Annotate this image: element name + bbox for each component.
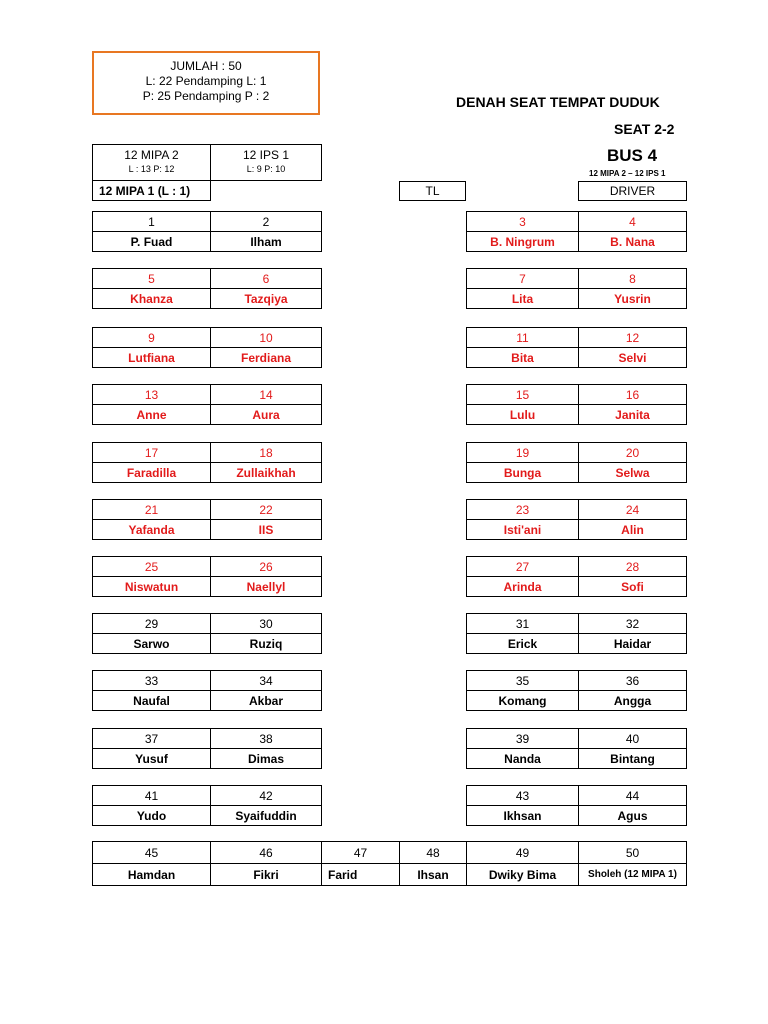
seat-number: 34	[210, 670, 322, 691]
seat-number: 38	[210, 728, 322, 749]
seat-name: Dimas	[210, 748, 322, 769]
seat-number: 3	[466, 211, 579, 232]
seat-number: 4	[578, 211, 687, 232]
back-seat-name: Dwiky Bima	[466, 863, 579, 886]
seat-number: 44	[578, 785, 687, 806]
seat-name: Lita	[466, 288, 579, 309]
back-seat-number: 47	[321, 841, 400, 864]
seat-name: Niswatun	[92, 576, 211, 597]
seat-number: 2	[210, 211, 322, 232]
bus-title: BUS 4	[607, 146, 658, 165]
back-seat-name: Farid	[321, 863, 400, 886]
seat-name: Nanda	[466, 748, 579, 769]
driver-seat: DRIVER	[578, 181, 687, 201]
seat-number: 11	[466, 327, 579, 348]
seat-number: 18	[210, 442, 322, 463]
seat-name: Zullaikhah	[210, 462, 322, 483]
seat-number: 42	[210, 785, 322, 806]
seat-number: 13	[92, 384, 211, 405]
seat-number: 29	[92, 613, 211, 634]
seat-number: 28	[578, 556, 687, 577]
class-box-mipa1: 12 MIPA 1 (L : 1)	[92, 180, 211, 201]
summary-box	[92, 51, 320, 115]
seat-name: Selwa	[578, 462, 687, 483]
seat-number: 9	[92, 327, 211, 348]
seat-number: 21	[92, 499, 211, 520]
back-seat-number: 45	[92, 841, 211, 864]
seat-number: 22	[210, 499, 322, 520]
back-seat-number: 49	[466, 841, 579, 864]
seat-name: Tazqiya	[210, 288, 322, 309]
seat-name: Komang	[466, 690, 579, 711]
seat-name: Akbar	[210, 690, 322, 711]
back-seat-number: 48	[399, 841, 467, 864]
seat-number: 8	[578, 268, 687, 289]
seat-number: 43	[466, 785, 579, 806]
seat-number: 12	[578, 327, 687, 348]
seat-name: Bunga	[466, 462, 579, 483]
seat-number: 15	[466, 384, 579, 405]
seat-number: 31	[466, 613, 579, 634]
back-seat-number: 46	[210, 841, 322, 864]
class-box-mipa2	[92, 144, 211, 181]
seat-name: Ilham	[210, 231, 322, 252]
summary-male: L: 22 Pendamping L: 1	[145, 74, 267, 88]
seat-name: Arinda	[466, 576, 579, 597]
class-counts: L: 9 P: 10	[246, 164, 286, 174]
class-name: 12 MIPA 2	[124, 148, 179, 162]
class-box-ips1	[210, 144, 322, 181]
back-seat-name: Ihsan	[399, 863, 467, 886]
seat-number: 19	[466, 442, 579, 463]
seat-name: Sofi	[578, 576, 687, 597]
seat-number: 1	[92, 211, 211, 232]
seat-name: Ruziq	[210, 633, 322, 654]
tour-leader-seat: TL	[399, 181, 466, 201]
seat-name: Sarwo	[92, 633, 211, 654]
seat-number: 14	[210, 384, 322, 405]
seat-number: 6	[210, 268, 322, 289]
seat-name: Selvi	[578, 347, 687, 368]
back-seat-name: Hamdan	[92, 863, 211, 886]
seat-name: Lutfiana	[92, 347, 211, 368]
seat-number: 33	[92, 670, 211, 691]
seat-number: 37	[92, 728, 211, 749]
seat-name: Naufal	[92, 690, 211, 711]
seat-name: Janita	[578, 404, 687, 425]
seat-name: Isti'ani	[466, 519, 579, 540]
seat-name: Yusrin	[578, 288, 687, 309]
seat-number: 16	[578, 384, 687, 405]
summary-total: JUMLAH : 50	[170, 59, 242, 73]
seat-name: Yusuf	[92, 748, 211, 769]
page-title: DENAH SEAT TEMPAT DUDUK	[456, 94, 660, 110]
seat-number: 41	[92, 785, 211, 806]
seat-name: IIS	[210, 519, 322, 540]
seat-number: 35	[466, 670, 579, 691]
seat-number: 23	[466, 499, 579, 520]
seat-name: P. Fuad	[92, 231, 211, 252]
class-name: 12 IPS 1	[242, 148, 290, 162]
seat-config: SEAT 2-2	[614, 121, 675, 137]
seat-name: Lulu	[466, 404, 579, 425]
seat-name: Agus	[578, 805, 687, 826]
seat-number: 7	[466, 268, 579, 289]
seat-name: Ferdiana	[210, 347, 322, 368]
seat-number: 40	[578, 728, 687, 749]
seat-name: Syaifuddin	[210, 805, 322, 826]
seat-name: Naellyl	[210, 576, 322, 597]
seat-number: 27	[466, 556, 579, 577]
back-seat-number: 50	[578, 841, 687, 864]
seat-number: 39	[466, 728, 579, 749]
seat-number: 10	[210, 327, 322, 348]
seat-name: Faradilla	[92, 462, 211, 483]
seat-name: Aura	[210, 404, 322, 425]
seat-number: 32	[578, 613, 687, 634]
seat-name: Yafanda	[92, 519, 211, 540]
back-seat-name: Fikri	[210, 863, 322, 886]
seat-name: Ikhsan	[466, 805, 579, 826]
class-counts: L : 13 P: 12	[128, 164, 175, 174]
seat-number: 20	[578, 442, 687, 463]
seat-name: B. Ningrum	[466, 231, 579, 252]
seat-name: Haidar	[578, 633, 687, 654]
seat-number: 26	[210, 556, 322, 577]
summary-female: P: 25 Pendamping P : 2	[142, 89, 270, 103]
seat-name: Yudo	[92, 805, 211, 826]
seat-name: Alin	[578, 519, 687, 540]
bus-classes: 12 MIPA 2 – 12 IPS 1	[589, 169, 666, 178]
seat-number: 36	[578, 670, 687, 691]
seat-name: Khanza	[92, 288, 211, 309]
seat-name: Bintang	[578, 748, 687, 769]
seat-number: 5	[92, 268, 211, 289]
seat-number: 17	[92, 442, 211, 463]
seat-number: 25	[92, 556, 211, 577]
seat-name: Angga	[578, 690, 687, 711]
seat-number: 30	[210, 613, 322, 634]
back-seat-name: Sholeh (12 MIPA 1)	[578, 863, 687, 886]
seat-name: Bita	[466, 347, 579, 368]
seat-name: Anne	[92, 404, 211, 425]
seat-number: 24	[578, 499, 687, 520]
seat-name: Erick	[466, 633, 579, 654]
seat-name: B. Nana	[578, 231, 687, 252]
